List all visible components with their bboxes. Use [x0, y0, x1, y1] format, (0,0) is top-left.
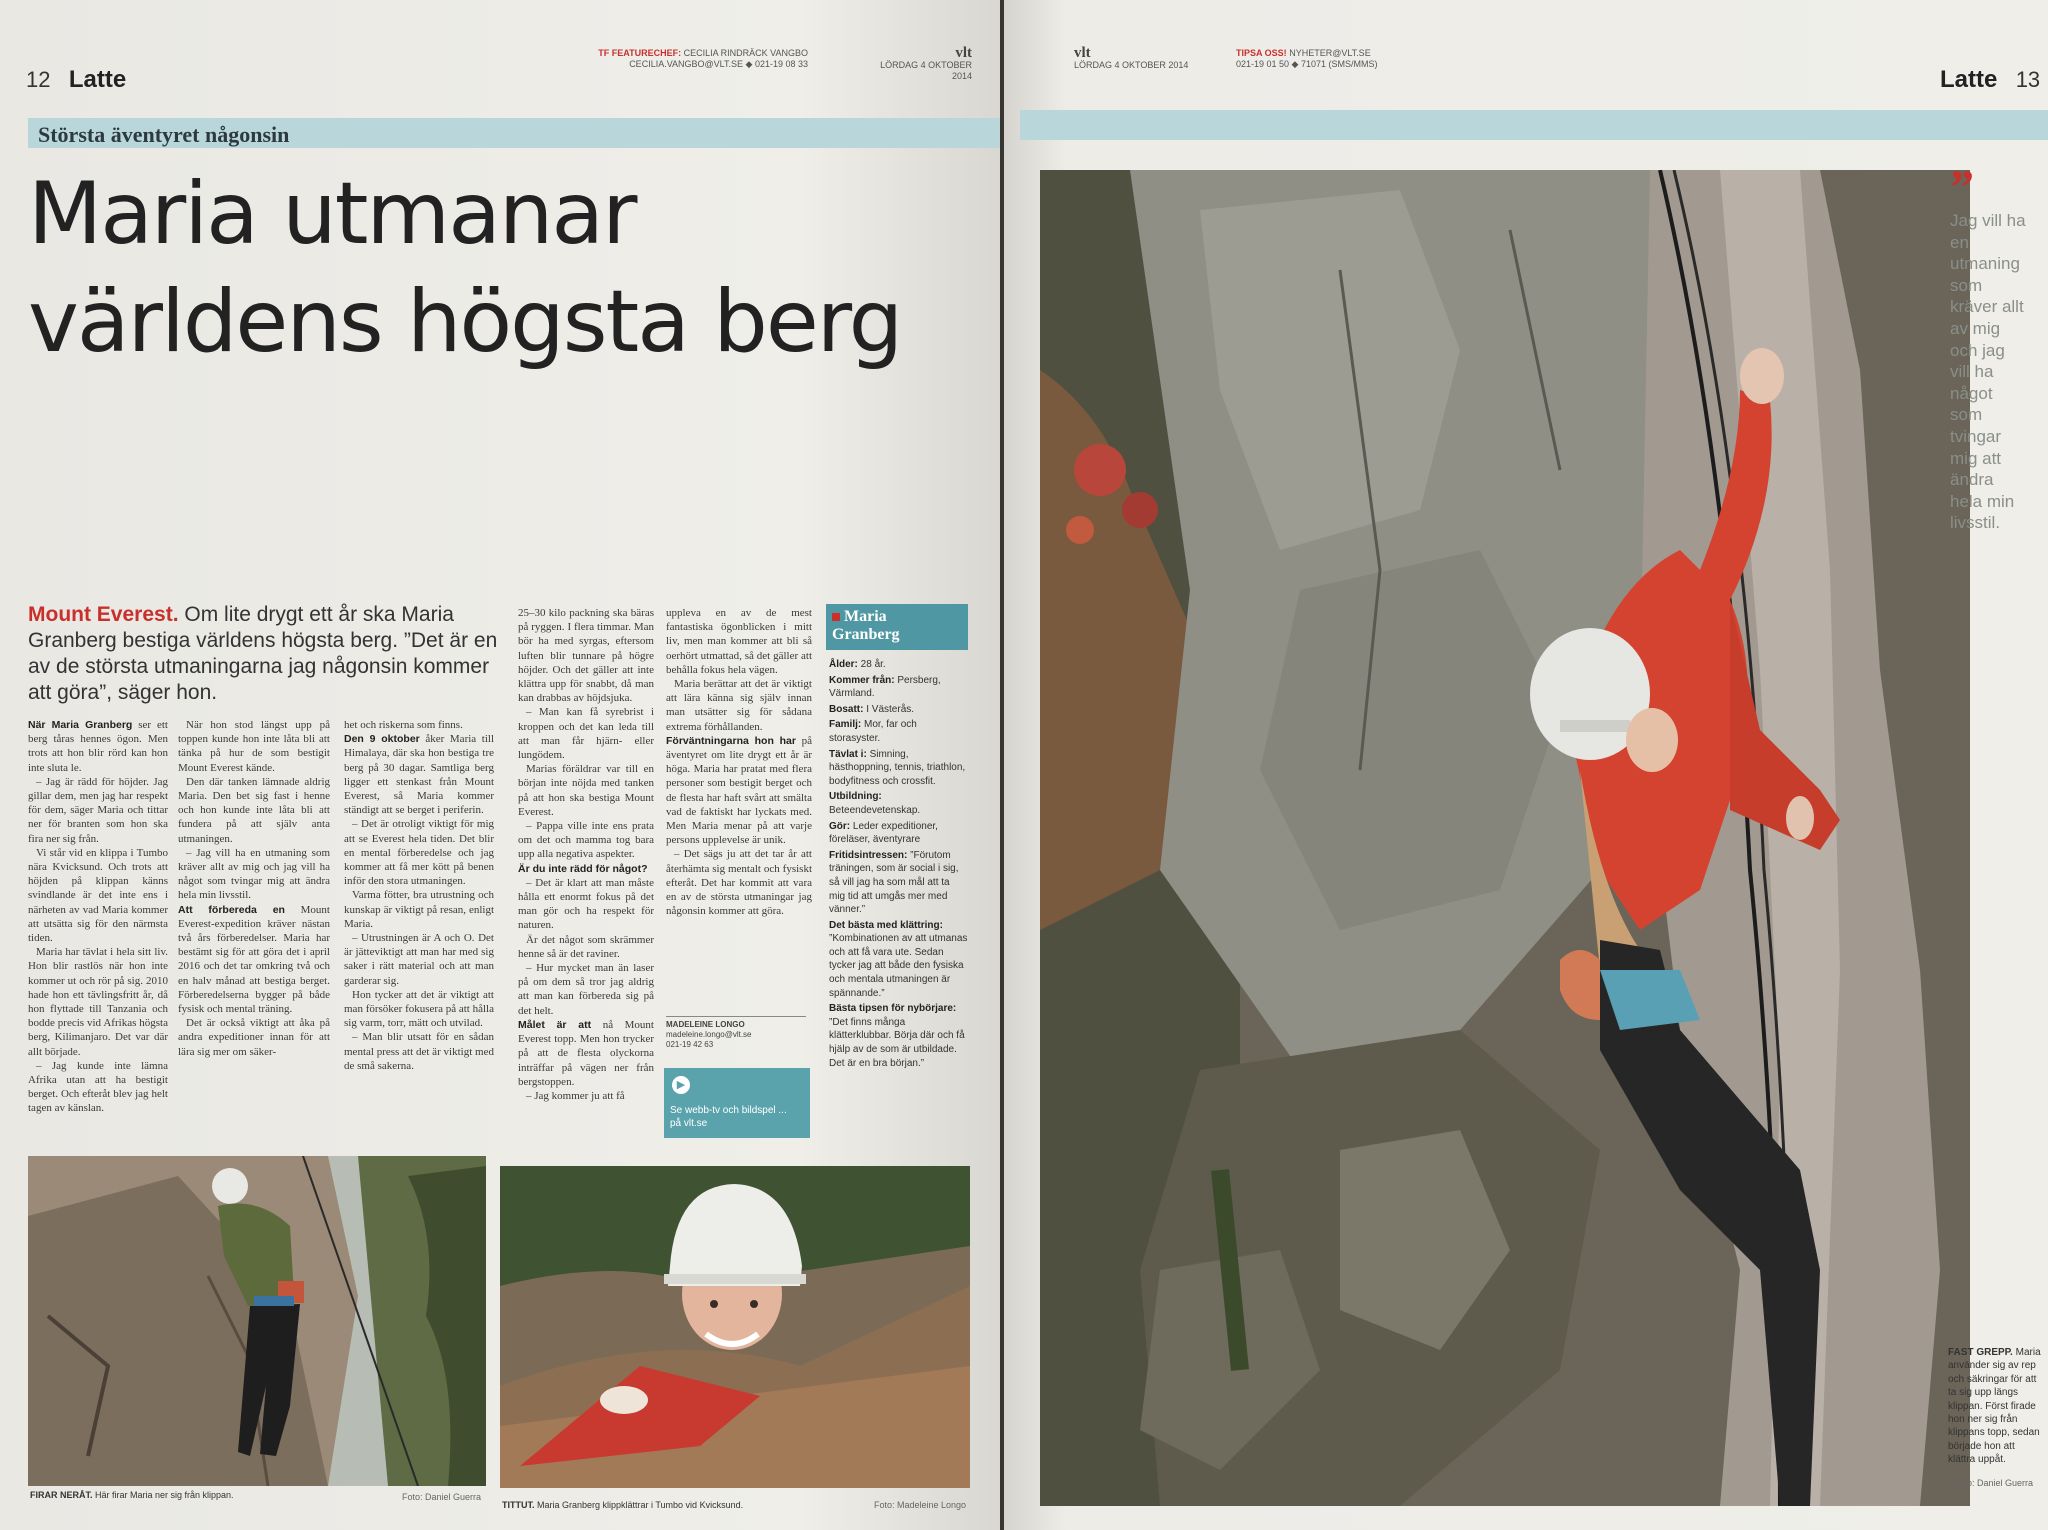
subheading: Är du inte rädd för något? — [518, 862, 648, 875]
factbox-value: Mor, far och storasyster. — [829, 719, 917, 744]
factbox-label: Bosatt: — [829, 703, 864, 715]
page-number: 12 — [26, 67, 51, 92]
factbox-row — [829, 703, 968, 717]
paragraph-text: het och riskerna som finns. — [344, 719, 463, 731]
factbox — [826, 604, 968, 1072]
bold-lead-in: Förväntningarna hon har — [666, 734, 796, 747]
paragraph-text: Är det något som skrämmer henne så är det raviner. — [518, 933, 654, 960]
factbox-row — [829, 820, 968, 847]
photo2-credit: Foto: Madeleine Longo — [874, 1500, 967, 1510]
paragraph-text: Maria berättar att det är viktigt att lära känna sig själv innan man utsätter sig för sådana extrema förhållanden. — [666, 678, 812, 733]
right-page — [1004, 0, 2048, 1530]
body-paragraph — [178, 1016, 330, 1059]
factbox-value: Beteendevetenskap. — [829, 804, 921, 816]
body-paragraph — [666, 606, 812, 677]
web-promo[interactable]: ▶ Se webb-tv och bildspel ... på vlt.se — [664, 1068, 810, 1138]
portrait-illustration — [500, 1166, 970, 1488]
abseiling-illustration — [28, 1156, 486, 1486]
body-column-3 — [344, 718, 494, 1073]
paragraph-text: – Man kan få syrebrist i kroppen och det kan leda till att man får hjärn- eller lungödem. — [518, 706, 654, 762]
tips-info: TIPSA OSS! NYHETER@VLT.SE 021-19 01 50 ◆ 71071 (SMS/MMS) — [1236, 48, 1378, 69]
right-folio — [1940, 66, 2040, 94]
body-paragraph — [28, 945, 168, 1059]
body-paragraph — [666, 677, 812, 734]
body-paragraph — [344, 931, 494, 988]
paragraph-text: – Det sägs ju att det tar år att återhämta sig mentalt och fysiskt efteråt. Det har kommit att vara en av de största utmaningar jag någonsin kommer att göra. — [666, 848, 812, 918]
factbox-label: Tävlat i: — [829, 748, 867, 760]
quote-mark: ” — [1950, 161, 1974, 214]
factbox-label: Bästa tipsen för nybörjare: — [829, 1003, 957, 1015]
section-name: Latte — [1940, 66, 1998, 93]
factbox-label: Det bästa med klättring: — [829, 919, 943, 931]
factbox-value: ”Det finns många klätterklubbar. Börja där och få hjälp av de som är utbildade. Det är en bra början.” — [829, 1016, 965, 1069]
body-paragraph — [28, 718, 168, 775]
factbox-value: Persberg, Värmland. — [829, 674, 941, 700]
body-paragraph — [28, 846, 168, 945]
main-climbing-photo — [1040, 170, 1970, 1506]
paragraph-text: Hon tycker att det är viktigt att man försöker fokusera på att hålla sig varm, torr, mätt och utvilad. — [344, 988, 494, 1030]
paragraph-text: – Pappa ville inte ens prata om det och mamma tog bara upp alla negativa aspekter. — [518, 820, 654, 861]
factbox-row — [829, 658, 968, 672]
body-paragraph — [518, 961, 654, 1018]
photo1-credit: Foto: Daniel Guerra — [402, 1492, 482, 1502]
factbox-label: Kommer från: — [829, 674, 895, 686]
paragraph-text: ser ett berg tåras hennes ögon. Men trots att hon blir rörd kan hon inte sluta le. — [28, 719, 168, 774]
body-column-1 — [28, 718, 168, 1116]
body-column-2 — [178, 718, 330, 1059]
play-icon: ▶ — [672, 1076, 690, 1094]
climbing-illustration — [1040, 170, 1970, 1506]
body-paragraph — [666, 734, 812, 848]
paragraph-text: – Hur mycket man än laser på om dem så tror jag aldrig att man kan förbereda sig på det helt. — [518, 962, 654, 1017]
body-paragraph — [344, 988, 494, 1031]
photo-abseiling — [28, 1156, 486, 1486]
factbox-row — [829, 849, 968, 917]
factbox-value: ”Kombinationen av att utmanas och att få vara ute. Sedan tycker jag att både den fysiska och mentala utmaningen är spännande.” — [829, 933, 968, 999]
paragraph-text: – Jag kommer ju att få — [526, 1089, 625, 1102]
paragraph-text: 25–30 kilo packning ska bäras på ryggen. I flera timmar. Man bör ha med syrgas, eftersom luften blir tunnare på högre höjder. Och det gäller att inte klättra upp för snabbt, då man kan drabbas av höjdsjuka. — [518, 607, 654, 705]
byline: MADELEINE LONGO madeleine.longo@vlt.se 021-19 42 63 — [666, 1016, 806, 1050]
factbox-value: ”Förutom träningen, som är social i sig, så vill jag ha som mål att ta mig tid att umgås mer med vänner.” — [829, 849, 959, 916]
body-paragraph — [518, 933, 654, 961]
body-paragraph — [344, 718, 494, 732]
photo2-caption: TITTUT. Maria Granberg klippklättrar i Tumbo vid Kvicksund. — [502, 1500, 744, 1510]
paragraph-text: Varma fötter, bra utrustning och kunskap är viktigt på resan, enligt Maria. — [344, 889, 494, 930]
body-paragraph — [178, 846, 330, 903]
paragraph-text: Det är också viktigt att åka på andra expeditioner innan för att lära sig mer om säker- — [178, 1017, 330, 1058]
body-paragraph — [666, 847, 812, 918]
left-masthead: vlt LÖRDAG 4 OKTOBER 2014 — [880, 45, 972, 81]
paragraph-text: – Det är otroligt viktigt för mig att se Everest hela tiden. Det blir en mental förberedelse och jag kommer att få mer kött på benen inför den stora utmaningen. — [344, 818, 494, 888]
paragraph-text: Marias föräldrar var till en början inte nöjda med tanken på att hon ska bestiga Mount Everest. — [518, 763, 654, 818]
page-number: 13 — [2015, 67, 2041, 92]
paragraph-text: Mount Everest-expedition kräver nästan två års förberedelser. Maria har bestämt sig för att göra det i april 2016 och det tar omkring två och en halv månad att bestiga berget. Förberedelserna bygger på både fysisk och mental träning. — [178, 903, 330, 1016]
factbox-label: Familj: — [829, 719, 862, 731]
bold-lead-in: Målet är att — [518, 1018, 592, 1031]
factbox-row — [829, 919, 968, 1001]
paragraph-text: – Jag är rädd för höjder. Jag gillar dem, men jag har respekt för dem, säger Maria och tittar ner för branten som hon ska fira ner sig från. — [28, 775, 168, 845]
body-paragraph — [518, 705, 654, 762]
right-masthead: vlt LÖRDAG 4 OKTOBER 2014 — [1074, 45, 1189, 70]
body-paragraph — [344, 888, 494, 931]
factbox-label: Fritidsintressen: — [829, 849, 908, 861]
factbox-row — [829, 718, 968, 745]
square-icon — [832, 613, 840, 621]
body-paragraph — [178, 903, 330, 1017]
paragraph-text: åker Maria till Himalaya, där ska hon bestiga tre berg på 30 dagar. Samtliga berg ligger ett stenkast från Mount Everest, så Maria kommer ständigt att se berget i periferin. — [344, 733, 495, 817]
photo1-caption: FIRAR NERÅT. Här firar Maria ner sig från klippan. — [30, 1490, 234, 1500]
paragraph-text: – Man blir utsatt för en sådan mental press att det är viktigt med de små sakerna. — [344, 1031, 494, 1072]
paragraph-text: Maria har tävlat i hela sitt liv. Hon blir rastlös när hon inte kommer ut och rör på sig. 2010 hade hon ett tävlingsfritt år, då hon flyttade till Tanzania och bodde precis vid Afrikas högsta berg, Kilimanjaro. Det var där allt började. — [28, 946, 168, 1058]
right-banner — [1020, 110, 2048, 140]
paragraph-text: – Det är klart att man måste hålla ett enormt fokus på det man gör och ha respekt för naturen. — [518, 876, 654, 932]
paragraph-text: uppleva en av de mest fantastiska ögonblicken i mitt liv, men man kommer att bli så oerhört utmattad, så det gäller att behålla fokus hela vägen. — [666, 607, 812, 676]
factbox-label: Utbildning: — [829, 791, 882, 803]
bold-lead-in: Den 9 oktober — [344, 733, 420, 746]
factbox-row — [829, 674, 968, 701]
factbox-value: Simning, hästhoppning, tennis, triathlon, bodyfitness och crossfit. — [829, 748, 966, 787]
body-paragraph — [178, 775, 330, 846]
body-paragraph — [344, 732, 494, 817]
body-paragraph — [518, 762, 654, 819]
factbox-value: I Västerås. — [863, 703, 915, 715]
body-paragraph — [518, 1089, 654, 1103]
factbox-row — [829, 790, 968, 817]
paragraph-text: – Jag vill ha en utmaning som kräver allt av mig och jag vill ha något som tvingar mig att ändra hela min livsstil. — [178, 846, 330, 902]
body-paragraph — [518, 606, 654, 705]
photo-portrait — [500, 1166, 970, 1488]
body-paragraph — [28, 775, 168, 846]
factbox-title: Maria Granberg — [826, 604, 968, 650]
factbox-value: Leder expeditioner, föreläser, äventyrare — [829, 820, 938, 846]
editor-info: TF FEATURECHEF: CECILIA RINDRÄCK VANGBO CECILIA.VANGBO@VLT.SE ◆ 021-19 08 33 — [598, 48, 808, 69]
main-photo-credit: Foto: Daniel Guerra — [1954, 1478, 2034, 1488]
paragraph-text: – Utrustningen är A och O. Det är jätteviktigt att man har med sig saker i rätt material och att man garderar sig. — [344, 932, 494, 987]
body-column-4 — [518, 606, 654, 1103]
body-paragraph — [344, 817, 494, 888]
headline: Maria utmanar världens högsta berg — [28, 164, 902, 372]
main-photo-caption: FAST GREPP. Maria använder sig av rep och säkringar för att ta sig upp längs klippan. Först firade hon ner sig från klippans topp, sedan började hon att klättra uppåt. — [1948, 1347, 2041, 1466]
body-paragraph — [518, 819, 654, 862]
factbox-body — [826, 658, 968, 1070]
left-page — [0, 0, 1000, 1530]
body-paragraph — [518, 1018, 654, 1089]
factbox-row — [829, 1002, 968, 1070]
left-folio — [26, 66, 126, 94]
pull-quote: Jag vill ha en utmaning som kräver allt av mig och jag vill ha något som tvingar mig att ändra hela min livsstil. — [1950, 211, 2026, 533]
body-paragraph — [28, 1059, 168, 1116]
factbox-row — [829, 748, 968, 789]
factbox-label: Gör: — [829, 820, 851, 832]
body-paragraph — [178, 718, 330, 775]
factbox-value: 28 år. — [857, 659, 886, 670]
body-paragraph — [344, 1030, 494, 1073]
paragraph-text: Den där tanken lämnade aldrig Maria. Den bet sig fast i henne och hon kunde inte låta bli att fundera på att själv anta utmaningen. — [178, 775, 330, 845]
paragraph-text: på äventyret om lite drygt ett år är höga. Maria har pratat med flera personer som bestigit berget och de flesta har haft svårt att smälta vad de faktiskt har lyckats med. Men Maria menar på att varje persons upplevelse är unik. — [666, 734, 812, 847]
paragraph-text: Vi står vid en klippa i Tumbo nära Kvicksund. Och trots att höjden på klippan känns svindlande är det inte ens i närheten av vad Maria kommer att utsätta sig för den närmsta tiden. — [28, 846, 168, 945]
factbox-label: Ålder: — [829, 659, 858, 670]
bold-lead-in: När Maria Granberg — [28, 719, 133, 731]
body-paragraph — [518, 876, 654, 933]
body-column-5 — [666, 606, 812, 918]
topic-banner: Största äventyret någonsin — [28, 118, 1000, 148]
paragraph-text: nå Mount Everest topp. Men hon trycker på att de flesta olyckorna inträffar på vägen ner från bergstoppen. — [518, 1018, 654, 1088]
bold-lead-in: Att förbereda en — [178, 903, 285, 916]
paragraph-text: – Jag kunde inte lämna Afrika utan att ha bestigit berget. Och efteråt blev jag helt tagen av känslan. — [28, 1059, 168, 1115]
section-name: Latte — [68, 66, 127, 93]
lead-paragraph: Mount Everest. Om lite drygt ett år ska Maria Granberg bestiga världens högsta berg. ”Det är en av de största utmaningarna jag någonsin kommer att göra”, säger hon. — [28, 603, 498, 704]
paragraph-text: När hon stod längst upp på toppen kunde hon inte låta bli att tänka på hur de som bestigit Mount Everest kände. — [178, 719, 330, 774]
